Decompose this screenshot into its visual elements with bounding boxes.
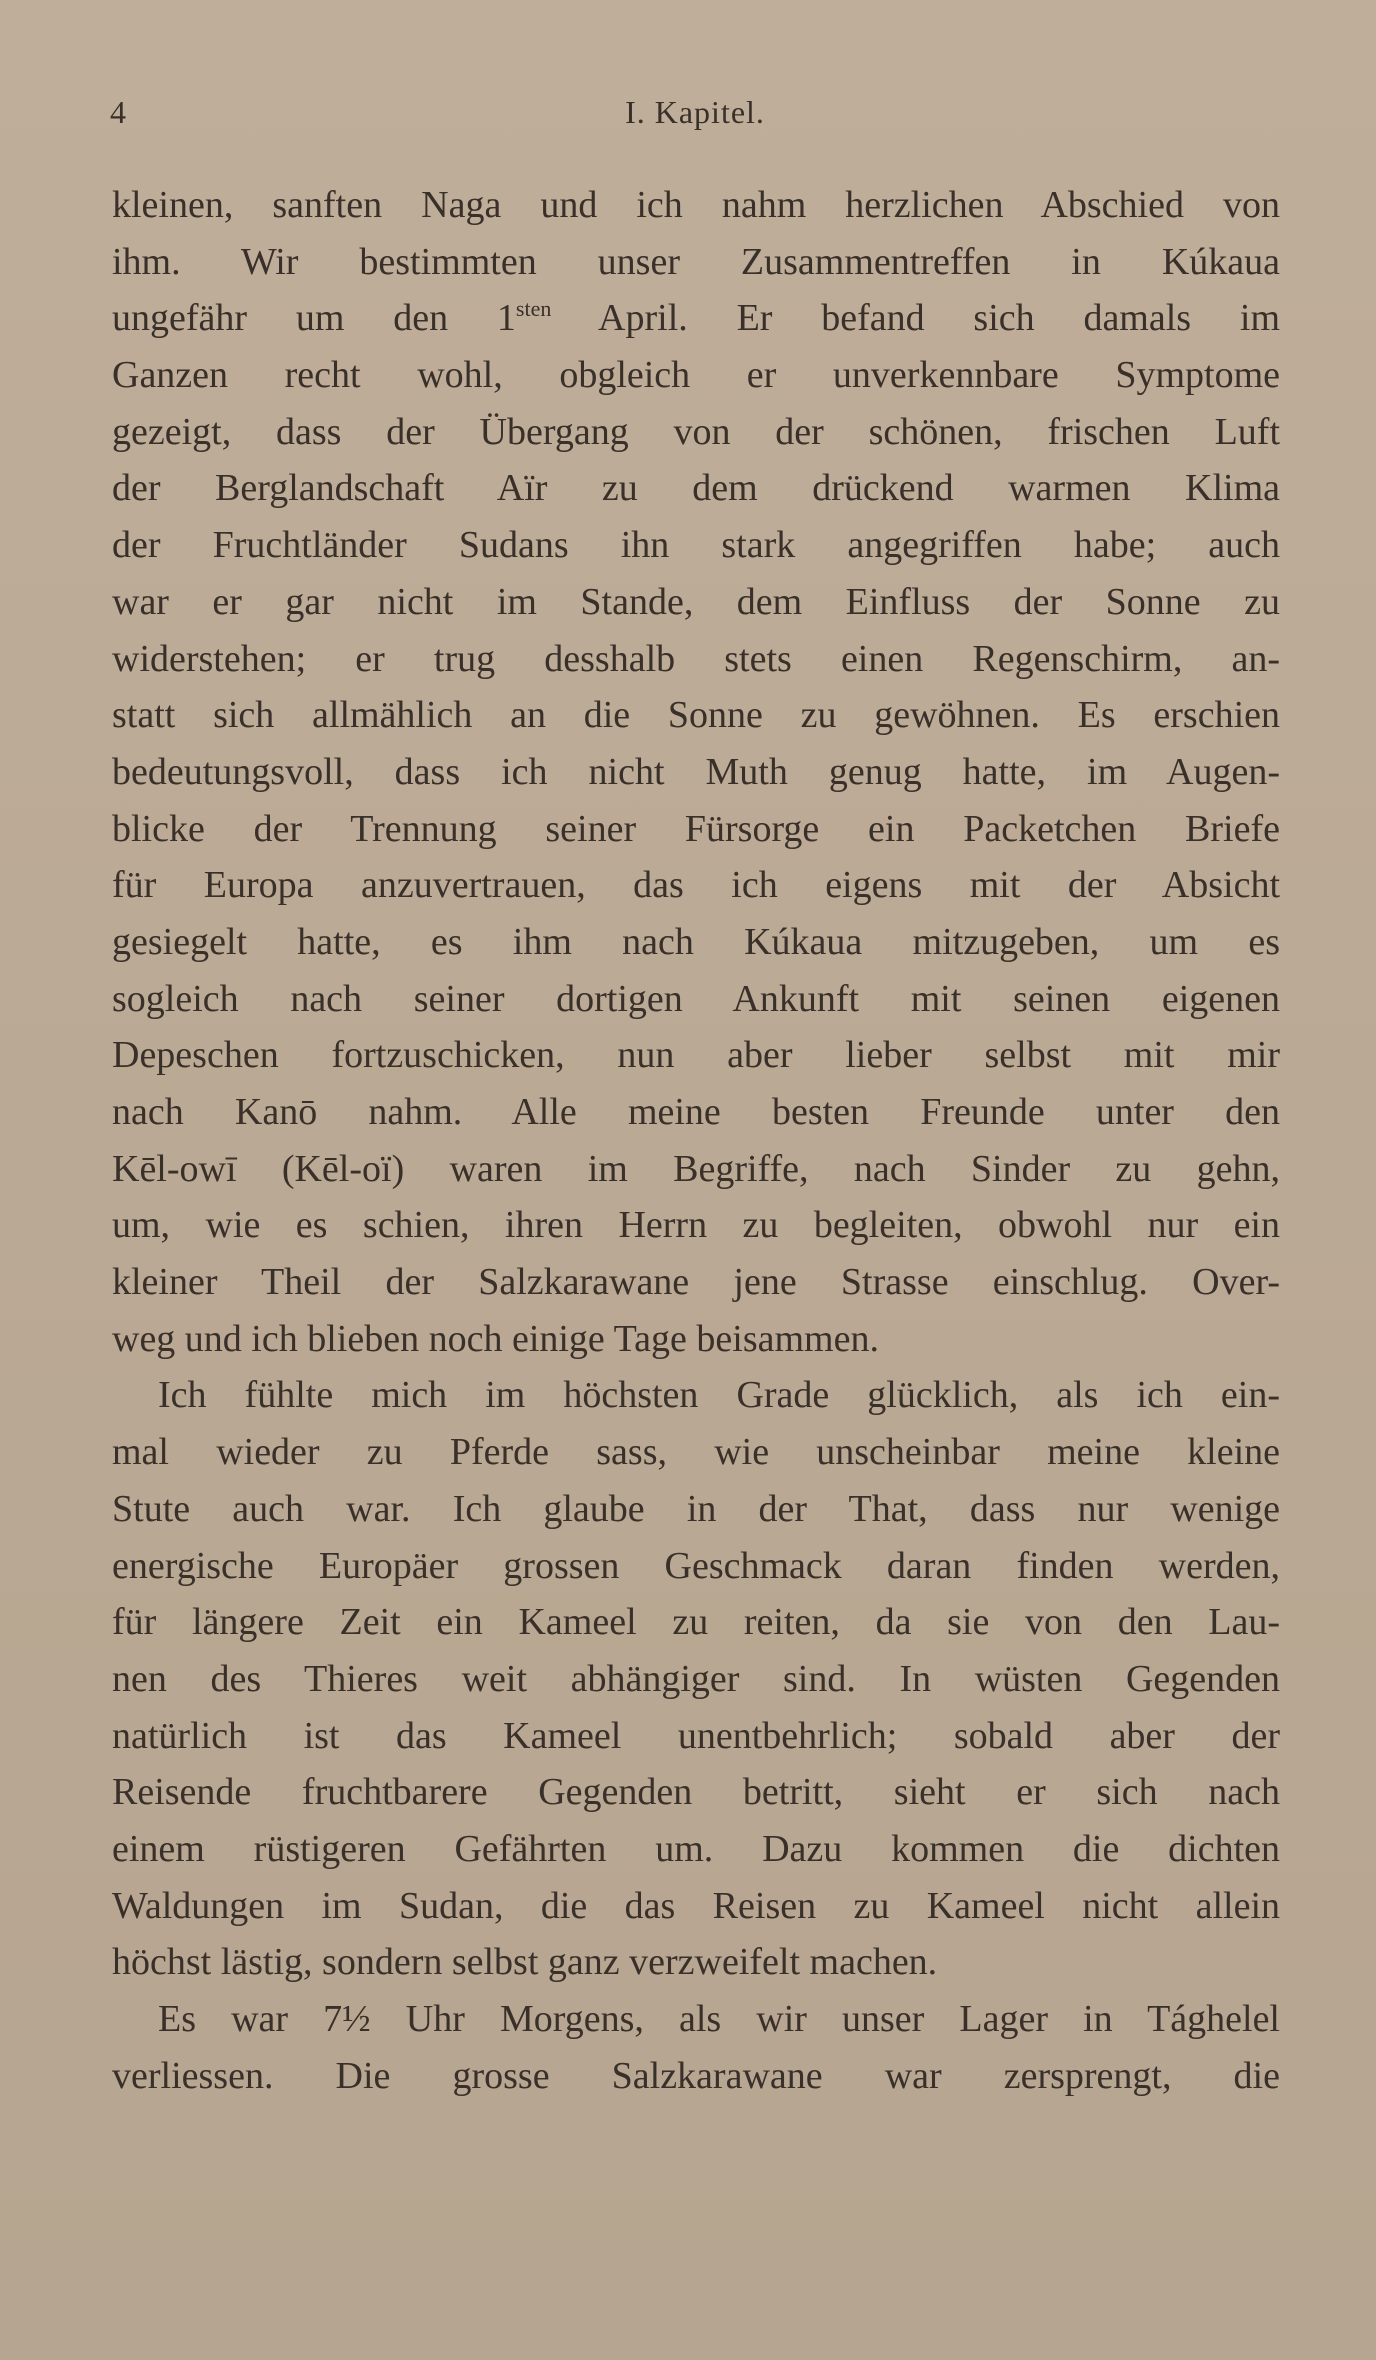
text-line: blicke der Trennung seiner Fürsorge ein Packetchen Briefe (112, 807, 1280, 850)
text-line: natürlich ist das Kameel unentbehrlich; sobald aber der (112, 1714, 1280, 1757)
text-line: verliessen. Die grosse Salzkarawane war zersprengt, die (112, 2054, 1280, 2097)
text-line: energische Europäer grossen Geschmack daran finden werden, (112, 1544, 1280, 1587)
text-line: sogleich nach seiner dortigen Ankunft mit seinen eigenen (112, 977, 1280, 1020)
text-line: bedeutungsvoll, dass ich nicht Muth genug hatte, im Augen- (112, 750, 1280, 793)
page-number: 4 (110, 94, 126, 130)
text-line: widerstehen; er trug desshalb stets einen Regenschirm, an- (112, 637, 1280, 680)
text-line: nen des Thieres weit abhängiger sind. In wüsten Gegenden (112, 1657, 1280, 1700)
text-line: höchst lästig, sondern selbst ganz verzweifelt machen. (112, 1941, 938, 1984)
text-line: für Europa anzuvertrauen, das ich eigens mit der Absicht (112, 864, 1280, 907)
text-line: Ich fühlte mich im höchsten Grade glücklich, als ich ein- (158, 1374, 1280, 1417)
page-header (110, 94, 1280, 144)
text-line: Kēl-owī (Kēl-oï) waren im Begriffe, nach Sinder zu gehn, (112, 1147, 1280, 1190)
text-line: war er gar nicht im Stande, dem Einfluss der Sonne zu (112, 580, 1280, 623)
text-line: gesiegelt hatte, es ihm nach Kúkaua mitzugeben, um es (112, 920, 1280, 963)
text-line: um, wie es schien, ihren Herrn zu begleiten, obwohl nur ein (112, 1204, 1280, 1247)
text-line: Es war 7½ Uhr Morgens, als wir unser Lager in Tághelel (158, 1998, 1280, 2040)
text-line: gezeigt, dass der Übergang von der schönen, frischen Luft (112, 410, 1280, 453)
text-line: der Fruchtländer Sudans ihn stark angegriffen habe; auch (112, 524, 1280, 567)
text-line: nach Kanō nahm. Alle meine besten Freunde unter den (112, 1091, 1280, 1133)
text-line: Depeschen fortzuschicken, nun aber lieber selbst mit mir (112, 1034, 1280, 1077)
text-line: kleiner Theil der Salzkarawane jene Strasse einschlug. Over- (112, 1261, 1280, 1304)
running-title: I. Kapitel. (625, 94, 765, 130)
text-line: der Berglandschaft Aïr zu dem drückend warmen Klima (112, 467, 1280, 510)
text-line: ungefähr um den $1^{sten}$ April. Er befand sich damals im (112, 296, 1280, 340)
text-line: statt sich allmählich an die Sonne zu gewöhnen. Es erschien (112, 694, 1280, 737)
text-line: ihm. Wir bestimmten unser Zusammentreffen in Kúkaua (112, 240, 1280, 283)
text-line: weg und ich blieben noch einige Tage beisammen. (112, 1317, 879, 1360)
text-line: kleinen, sanften Naga und ich nahm herzlichen Abschied von (112, 184, 1280, 226)
ordinal-superscript: sten (515, 296, 552, 322)
text-line: Ganzen recht wohl, obgleich er unverkennbare Symptome (112, 354, 1280, 397)
body-text (112, 177, 1280, 2104)
text-line: Stute auch war. Ich glaube in der That, dass nur wenige (112, 1487, 1280, 1530)
text-line: Reisende fruchtbarere Gegenden betritt, sieht er sich nach (112, 1771, 1280, 1814)
text-line: Waldungen im Sudan, die das Reisen zu Kameel nicht allein (112, 1884, 1280, 1927)
text-line: mal wieder zu Pferde sass, wie unscheinbar meine kleine (112, 1431, 1280, 1474)
text-line: für längere Zeit ein Kameel zu reiten, da sie von den Lau- (112, 1601, 1280, 1644)
text-line: einem rüstigeren Gefährten um. Dazu kommen die dichten (112, 1827, 1280, 1870)
